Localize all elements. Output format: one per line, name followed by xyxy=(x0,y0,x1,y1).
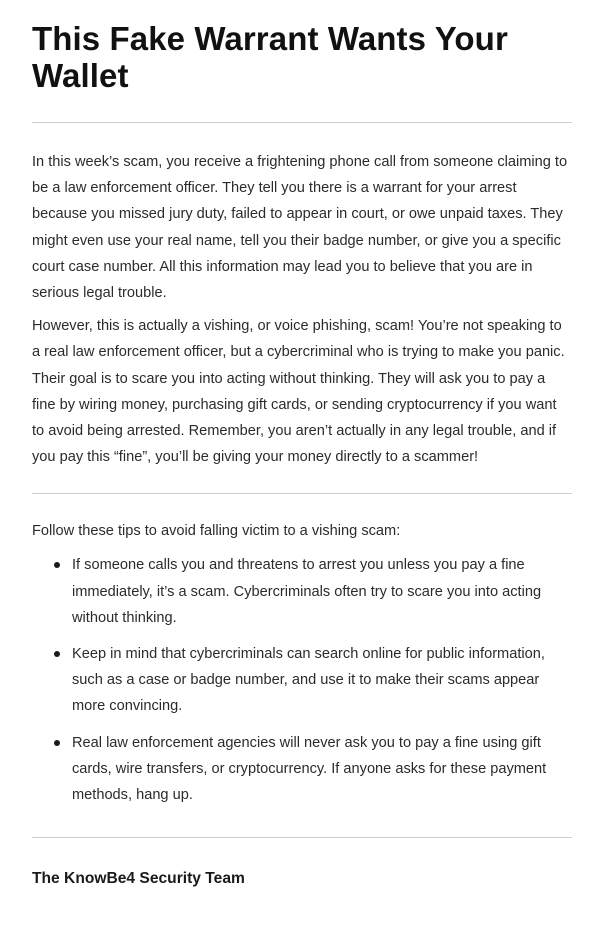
article xyxy=(32,0,572,890)
list-item xyxy=(32,641,572,720)
tip-text: If someone calls you and threatens to arrest you unless you pay a fine immediately, it’s a scam. Cybercriminals often try to scare you into acting without thinking. xyxy=(72,557,542,626)
explanation-paragraph: However, this is actually a vishing, or voice phishing, scam! You’re not speaking to a real law enforcement officer, but a cybercriminal who is trying to make you panic. Their goal is to scare you into acting without thinking. They will ask you to pay a fine by wiring money, purchasing gift cards, or sending cryptocurrency if you want to avoid being arrested. Remember, you aren’t actually in any legal trouble, and if you pay this “fine”, you’ll be giving your money directly to a scammer! xyxy=(32,318,565,466)
bullet-icon xyxy=(54,740,60,746)
article-title: This Fake Warrant Wants Your Wallet xyxy=(32,20,508,94)
bullet-icon xyxy=(54,651,60,657)
divider xyxy=(32,837,572,838)
bullet-icon xyxy=(54,562,60,568)
signature: The KnowBe4 Security Team xyxy=(32,870,245,888)
tip-text: Keep in mind that cybercriminals can search online for public information, such as a case or badge number, and use it to make their scams appear more convincing. xyxy=(72,646,545,715)
divider xyxy=(32,493,572,494)
divider xyxy=(32,122,572,123)
list-item xyxy=(32,730,572,809)
tips-list xyxy=(32,552,572,808)
tips-intro: Follow these tips to avoid falling victim to a vishing scam: xyxy=(32,523,401,540)
list-item xyxy=(32,552,572,631)
intro-paragraph: In this week’s scam, you receive a frightening phone call from someone claiming to be a law enforcement officer. They tell you there is a warrant for your arrest because you missed jury duty, failed to appear in court, or owe unpaid taxes. They might even use your real name, tell you their badge number, or give you a specific court case number. All this information may lead you to believe that you are in serious legal trouble. xyxy=(32,154,568,302)
tip-text: Real law enforcement agencies will never ask you to pay a fine using gift cards, wire transfers, or cryptocurrency. If anyone asks for these payment methods, hang up. xyxy=(72,734,547,804)
